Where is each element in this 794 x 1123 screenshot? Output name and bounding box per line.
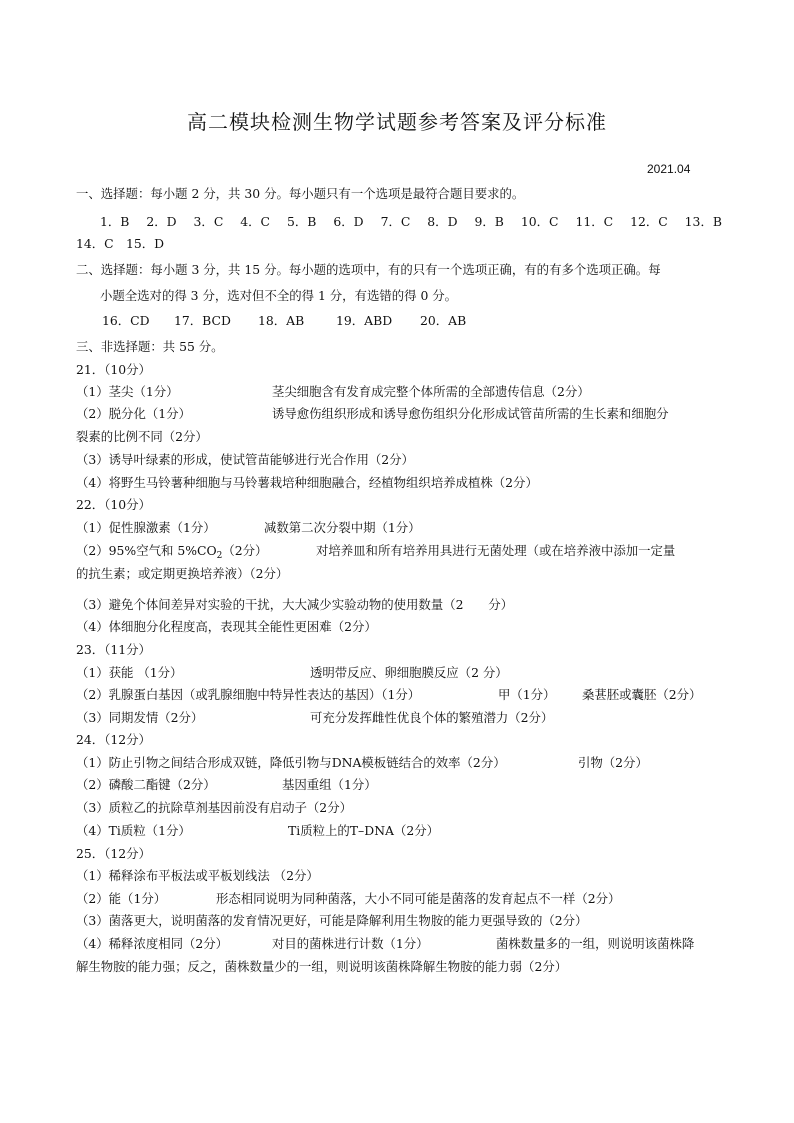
answer-item: 4．C — [240, 214, 271, 229]
q25-answer-3: （3）菌落更大，说明菌落的发育情况更好，可能是降解利用生物胺的能力更强导致的（2分） — [76, 913, 588, 928]
q25-answer-2-detail: 形态相同说明为同种菌落，大小不同可能是菌落的发育起点不一样（2分） — [216, 891, 621, 906]
q25-answer-1: （1）稀释涂布平板法或平板划线法 （2分） — [76, 868, 319, 883]
answer-item: 17．BCD — [174, 313, 231, 328]
section2-heading-cont: 小题全选对的得 3 分，选对但不全的得 1 分，有选错的得 0 分。 — [100, 288, 458, 303]
answer-item: 9．B — [474, 214, 504, 229]
q25-answer-4-mid: 对目的菌株进行计数（1分） — [272, 936, 429, 951]
answer-item: 11．C — [575, 214, 614, 229]
q22-answer-4: （4）体细胞分化程度高，表现其全能性更困难（2分） — [76, 619, 377, 634]
q24-answer-4 — [76, 823, 191, 839]
section3-heading: 三、非选择题：共 55 分。 — [76, 339, 224, 354]
answer-item: 5．B — [287, 214, 317, 229]
answer-item: 10．C — [520, 214, 559, 229]
answer-item: 7．C — [380, 214, 411, 229]
q24-answer-3: （3）质粒乙的抗除草剂基因前没有启动子（2分） — [76, 800, 352, 815]
q24-header: 24．（12分） — [76, 732, 151, 747]
q21-answer-2-detail: 诱导愈伤组织形成和诱导愈伤组织分化形成试管苗所需的生长素和细胞分 — [272, 406, 669, 421]
answer-item: 3．C — [193, 214, 224, 229]
q21-answer-3: （3）诱导叶绿素的形成，使试管苗能够进行光合作用（2分） — [76, 452, 414, 467]
q22-answer-1-detail: 减数第二次分裂中期（1分） — [264, 520, 421, 535]
q21-answer-2: （2）脱分化（1分） — [76, 406, 191, 421]
q24-answer-4-detail-prefix: Ti — [288, 823, 301, 838]
section2-heading: 二、选择题：每小题 3 分，共 15 分。每小题的选项中，有的只有一个选项正确，有的有多个选项正确。每 — [76, 262, 661, 277]
q24-answer-4-prefix: （4）Ti — [76, 823, 121, 838]
q21-answer-2-cont: 裂素的比例不同（2分） — [76, 429, 208, 444]
q25-answer-4-cont: 解生物胺的能力强；反之，菌株数量少的一组，则说明该菌株降解生物胺的能力弱（2分） — [76, 959, 568, 974]
q21-answer-4: （4）将野生马铃薯种细胞与马铃薯栽培种细胞融合，经植物组织培养成植株（2分） — [76, 475, 538, 490]
answer-item: 20．AB — [420, 313, 467, 328]
q22-answer-3: （3）避免个体间差异对实验的干扰，大大减少实验动物的使用数量（2 分） — [76, 597, 514, 612]
q22-answer-1: （1）促性腺激素（1分） — [76, 520, 216, 535]
answer-item: 12．C — [630, 214, 668, 229]
q23-header: 23．（11分） — [76, 642, 151, 657]
q24-answer-4-text: 质粒（1分） — [120, 823, 191, 838]
q25-answer-4: （4）稀释浓度相同（2分） — [76, 936, 229, 951]
section1-answers — [100, 212, 722, 230]
q25-answer-2: （2）能（1分） — [76, 891, 167, 906]
q22-answer-2 — [76, 543, 267, 561]
q25-header: 25．（12分） — [76, 846, 151, 861]
q22-answer-2-score: （2分） — [222, 543, 268, 558]
q23-answer-3-detail: 可充分发挥雌性优良个体的繁殖潜力（2分） — [310, 710, 554, 725]
q24-answer-2-detail: 基因重组（1分） — [282, 777, 377, 792]
q23-answer-2-detail: 桑葚胚或囊胚（2分） — [582, 687, 702, 702]
document-date: 2021.04 — [647, 162, 691, 176]
q25-answer-4-detail: 菌株数量多的一组，则说明该菌株降 — [496, 936, 695, 951]
q22-answer-2-cont: 的抗生素；或定期更换培养液）（2分） — [76, 566, 289, 581]
answer-item: 19．ABD — [336, 313, 393, 328]
q24-answer-1: （1）防止引物之间结合形成双链，降低引物与DNA模板链结合的效率（2分） — [76, 755, 506, 770]
answer-item: 18．AB — [258, 313, 305, 328]
subscript: 2 — [216, 551, 223, 561]
q22-answer-2-text: （2）95%空气和 5%CO — [76, 543, 217, 558]
answer-item: 1．B — [100, 214, 130, 229]
q23-answer-2-mid: 甲（1分） — [498, 687, 556, 702]
q24-answer-4-detail — [288, 823, 439, 839]
q21-header: 21．（10分） — [76, 362, 151, 377]
q21-answer-1: （1）茎尖（1分） — [76, 384, 179, 399]
q22-answer-2-detail: 对培养皿和所有培养用具进行无菌处理（或在培养液中添加一定量 — [316, 543, 676, 558]
section1-answers-cont: 14．C 15．D — [76, 236, 165, 251]
answer-item: 2．D — [146, 214, 177, 229]
answer-item: 8．D — [427, 214, 458, 229]
page-title: 高二模块检测生物学试题参考答案及评分标准 — [187, 110, 607, 134]
answer-item: 13．B — [684, 214, 722, 229]
q24-answer-4-detail-text: 质粒上的T–DNA（2分） — [300, 823, 440, 838]
q22-header: 22．（10分） — [76, 497, 151, 512]
answer-item: 16．CD — [102, 313, 150, 328]
q23-answer-1: （1）获能 （1分） — [76, 665, 183, 680]
q23-answer-2: （2）乳腺蛋白基因（或乳腺细胞中特异性表达的基因）（1分） — [76, 687, 421, 702]
q24-answer-2: （2）磷酸二酯键（2分） — [76, 777, 216, 792]
q21-answer-1-detail: 茎尖细胞含有发育成完整个体所需的全部遗传信息（2分） — [272, 384, 590, 399]
answer-item: 6．D — [333, 214, 364, 229]
section1-heading: 一、选择题：每小题 2 分，共 30 分。每小题只有一个选项是最符合题目要求的。 — [76, 186, 525, 201]
q24-answer-1-detail: 引物（2分） — [578, 755, 648, 770]
q23-answer-3: （3）同期发情（2分） — [76, 710, 204, 725]
q23-answer-1-detail: 透明带反应、卵细胞膜反应（2 分） — [310, 665, 508, 680]
